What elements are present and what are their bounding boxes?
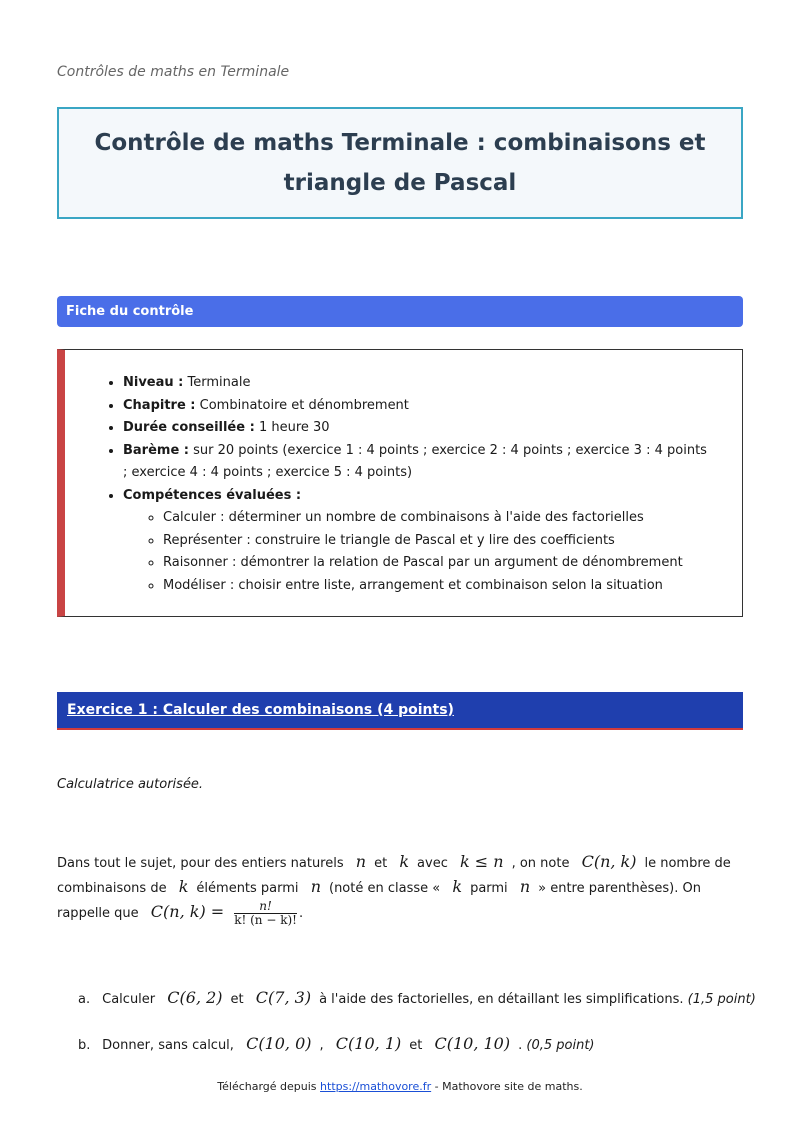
math-c73: C(7, 3): [255, 988, 312, 1007]
fiche-heading: Fiche du contrôle: [57, 296, 743, 327]
intro-text: parmi: [470, 881, 508, 896]
math-k: k: [178, 877, 189, 896]
fiche-label: Barème :: [123, 442, 189, 458]
fiche-label: Compétences évaluées :: [123, 487, 302, 503]
fiche-label: Chapitre :: [123, 397, 196, 413]
intro-text: .: [298, 906, 304, 921]
fiche-item-chapitre: [123, 395, 715, 418]
math-c1010: C(10, 10): [434, 1034, 511, 1053]
question-text: Donner, sans calcul,: [102, 1038, 234, 1053]
competences-list: [123, 507, 715, 597]
formula-numerator: n!: [234, 900, 297, 914]
exercise1-intro: [57, 850, 747, 927]
question-label: a.: [78, 992, 91, 1007]
question-b: [78, 1034, 595, 1056]
question-text: à l'aide des factorielles, en détaillant les simplifications.: [319, 992, 684, 1007]
fiche-item-duree: [123, 417, 715, 440]
fiche-value: Combinatoire et dénombrement: [199, 397, 409, 413]
question-label: b.: [78, 1038, 91, 1053]
calculator-note: Calculatrice autorisée.: [57, 777, 204, 792]
competence-item: ◦ Raisonner : démontrer la relation de Pascal par un argument de dénombrement: [163, 552, 715, 575]
fiche-value: 1 heure 30: [258, 420, 330, 435]
intro-text: le nombre de combinaisons de: [57, 856, 731, 896]
intro-text: , on note: [511, 856, 570, 871]
fiche-item-niveau: [123, 372, 715, 395]
footer-link[interactable]: https://mathovore.fr: [320, 1080, 432, 1093]
intro-text: Dans tout le sujet, pour des entiers naturels: [57, 856, 344, 871]
competence-item: ◦ Modéliser : choisir entre liste, arrangement et combinaison selon la situation: [163, 575, 715, 598]
fiche-list: [115, 372, 715, 597]
question-points: (0,5 point): [526, 1038, 595, 1053]
formula-fraction: [234, 900, 297, 927]
intro-text: et: [374, 856, 388, 871]
question-text: et: [409, 1038, 423, 1053]
fiche-label: Niveau :: [123, 375, 184, 390]
intro-text: » entre parenthèses). On rappelle que: [57, 881, 701, 921]
math-c62: C(6, 2): [167, 988, 223, 1007]
math-c100: C(10, 0): [246, 1034, 312, 1053]
math-k-le-n: k ≤ n: [459, 852, 504, 871]
math-n: n: [355, 852, 367, 871]
fiche-value: Terminale: [187, 375, 251, 390]
title-box: [57, 107, 743, 219]
competence-item: ◦ Représenter : construire le triangle de Pascal et y lire des coefficients: [163, 530, 715, 553]
math-n: n: [519, 877, 531, 896]
fiche-item-competences: [123, 485, 715, 598]
intro-text: éléments parmi: [196, 881, 299, 896]
question-text: Calculer: [102, 992, 156, 1007]
question-points: (1,5 point): [687, 992, 756, 1007]
fiche-value: sur 20 points (exercice 1 : 4 points ; exercice 2 : 4 points ; exercice 3 : 4 points ; exercice 4 : 4 points ; exercice 5 : 4 points): [123, 442, 707, 480]
math-c101: C(10, 1): [335, 1034, 402, 1053]
math-k: k: [452, 877, 463, 896]
question-text: ,: [319, 1038, 324, 1053]
exercise1-heading: Exercice 1 : Calculer des combinaisons (4 points): [57, 692, 743, 730]
intro-text: avec: [417, 856, 448, 871]
question-text: et: [230, 992, 244, 1007]
question-text: .: [518, 1038, 523, 1053]
fiche-box: [57, 349, 743, 617]
fiche-item-bareme: [123, 440, 715, 485]
page-title: Contrôle de maths Terminale : combinaisons et triangle de Pascal: [94, 130, 706, 196]
site-header: Contrôles de maths en Terminale: [57, 64, 290, 80]
formula-lhs: C(n, k) =: [150, 902, 225, 921]
footer-suffix: - Mathovore site de maths.: [434, 1080, 583, 1093]
intro-text: (noté en classe «: [329, 881, 441, 896]
formula-denominator: k! (n − k)!: [234, 913, 297, 927]
math-cnk: C(n, k): [581, 852, 637, 871]
math-k: k: [399, 852, 410, 871]
competence-item: ◦ Calculer : déterminer un nombre de combinaisons à l'aide des factorielles: [163, 507, 715, 530]
footer-prefix: Téléchargé depuis: [217, 1080, 317, 1093]
question-a: [78, 988, 756, 1010]
fiche-label: Durée conseillée :: [123, 420, 255, 435]
footer: [0, 1080, 800, 1093]
math-n: n: [310, 877, 321, 896]
